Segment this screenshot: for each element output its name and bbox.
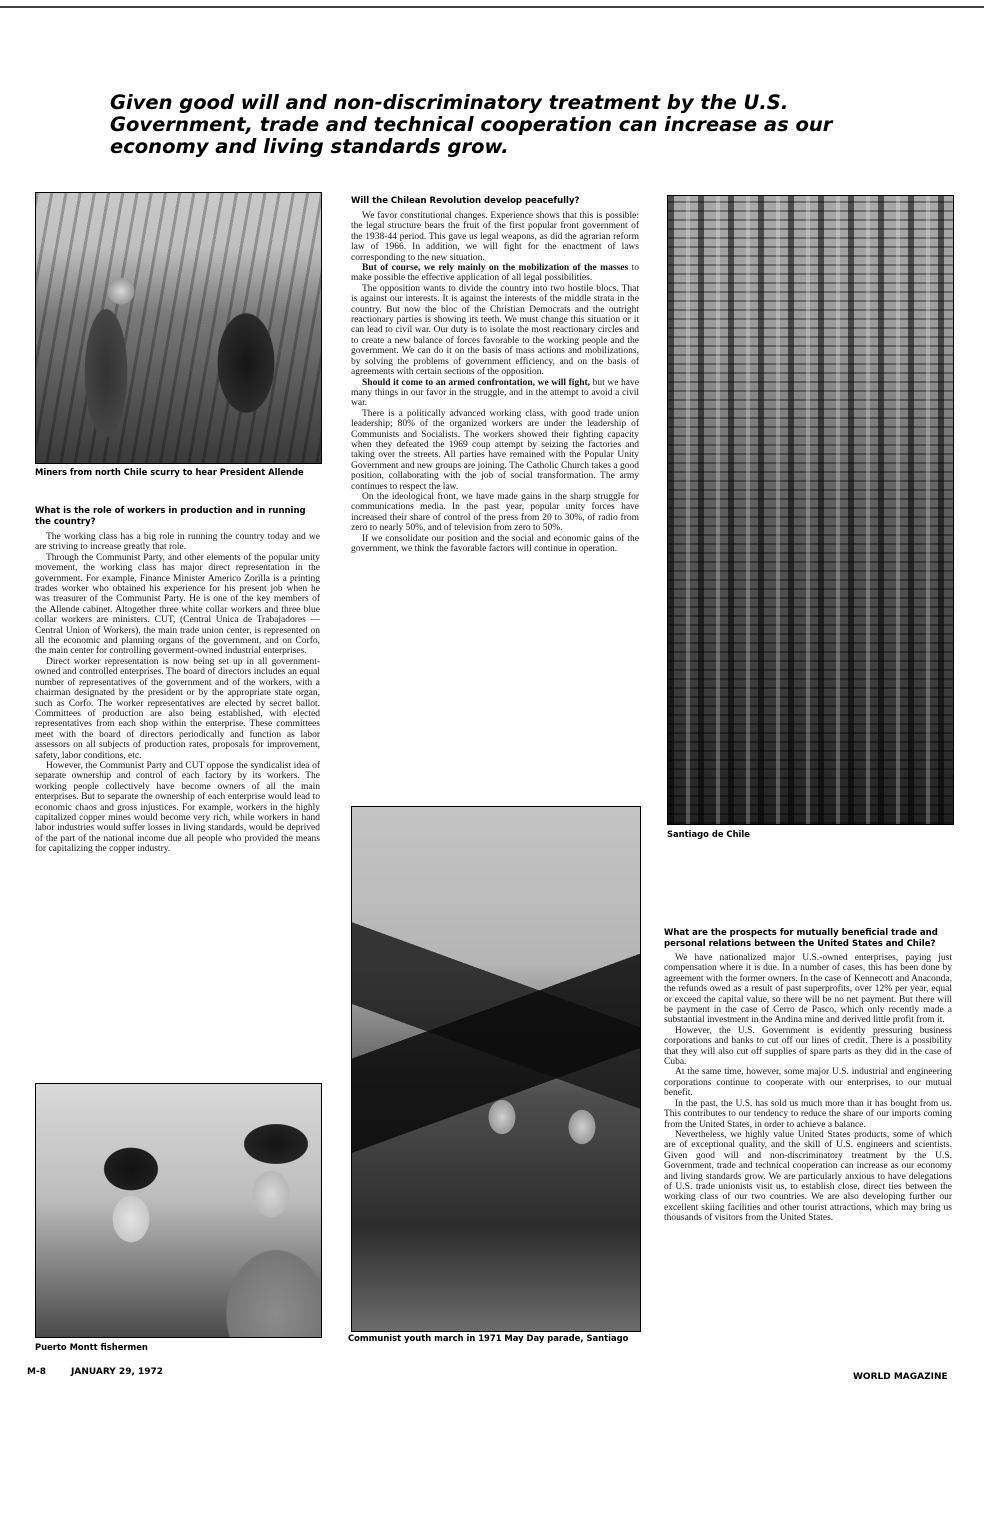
revolution-text: to make possible the effective application of all legal possibilities. bbox=[351, 263, 639, 284]
page-headline: Given good will and non-discriminatory treatment by the U.S. Government, trade and technical cooperation can increase as our economy and living standards grow. bbox=[110, 91, 833, 158]
trade-paragraph: However, the U.S. Government is evidently pressuring business corporations and banks to cut off our lines of credit. There is a possibility that they will also cut off supplies of spare parts as they did in the case of Cuba. bbox=[664, 1025, 952, 1068]
trade-article bbox=[664, 953, 952, 1224]
revolution-bold-lead: But of course, we rely mainly on the mobilization of the masses bbox=[362, 263, 629, 274]
parade-photo bbox=[351, 806, 641, 1332]
magazine-name: WORLD MAGAZINE bbox=[853, 1372, 948, 1382]
workers-heading: What is the role of workers in production and in running the country? bbox=[35, 506, 306, 527]
revolution-bold-lead: Should it come to an armed confrontation, we will fight, bbox=[362, 377, 591, 388]
santiago-photo bbox=[667, 195, 954, 825]
trade-heading: What are the prospects for mutually beneficial trade and personal relations between the United States and Chile? bbox=[664, 928, 938, 949]
revolution-paragraph bbox=[351, 378, 639, 409]
revolution-text: but we have many things in our favor in the struggle, and in the attempt to avoid a civil war. bbox=[351, 377, 639, 409]
miners-caption: Miners from north Chile scurry to hear President Allende bbox=[35, 467, 304, 477]
workers-article bbox=[35, 532, 320, 855]
workers-paragraph: Through the Communist Party, and other elements of the popular unity movement, the working class has major direct representation in the government. For example, Finance Minister Americo Zorilla is a printing trades worker who obtained his experience for his present job when he was treasurer of the Communist Party. He is one of the key members of the Allende cabinet. Altogether three white collar workers and three blue collar workers are ministers. CUT, (Central Unica de Trabajadores — Central Union of Workers), the main trade union center, is represented on all the economic and planning organs of the government, and on Corfo, the main center for controlling goverment-owned industrial enterprises. bbox=[35, 552, 320, 657]
page-number: M-8 bbox=[27, 1367, 46, 1377]
parade-caption: Communist youth march in 1971 May Day parade, Santiago bbox=[348, 1333, 629, 1343]
revolution-paragraph: On the ideological front, we have made gains in the sharp struggle for communications media. In the past year, popular unity forces have increased their share of control of the press from 20 to 30%, of radio from zero to nearly 50%, and of television from zero to 50%. bbox=[351, 491, 639, 534]
revolution-paragraph bbox=[351, 263, 639, 284]
revolution-heading: Will the Chilean Revolution develop peacefully? bbox=[351, 196, 580, 206]
workers-paragraph: However, the Communist Party and CUT oppose the syndicalist idea of separate ownership and control of each factory by its workers. The working people collectively have become owners of all the main enterprises. But to separate the ownership of each enterprise would lead to economic chaos and gross injustices. For example, workers in the highly capitalized copper mines would become very rich, while workers in hand labor industries would suffer losses in living standards, would be deprived of the part of the national income due all people who provided the means for capitalizing the copper industry. bbox=[35, 760, 320, 855]
santiago-caption: Santiago de Chile bbox=[667, 829, 750, 839]
workers-paragraph: The working class has a big role in running the country today and we are striving to increase greatly that role. bbox=[35, 532, 320, 553]
fishermen-caption: Puerto Montt fishermen bbox=[35, 1342, 148, 1352]
trade-paragraph: At the same time, however, some major U.S. industrial and engineering corporations continue to cooperate with our enterprises, to our mutual benefit. bbox=[664, 1067, 952, 1099]
revolution-paragraph: The opposition wants to divide the country into two hostile blocs. That is against our interests. It is against the interests of the middle strata in the country. But now the bloc of the Christian Democrats and the outright reactionary parties is showing its teeth. We must change this situation or it can lead to civil war. Our duty is to isolate the most reactionary circles and to create a new balance of forces favorable to the working people and the government. We can do it on the basis of mass actions and mobilizations, by solving the problems of government efficiency, and on the basis of agreements with certain sections of the opposition. bbox=[351, 283, 639, 378]
issue-date: JANUARY 29, 1972 bbox=[71, 1367, 164, 1377]
trade-paragraph: In the past, the U.S. has sold us much more than it has bought from us. This contributes to our tendency to reduce the share of our imports coming from the United States, in order to achieve a balance. bbox=[664, 1098, 952, 1130]
revolution-paragraph: There is a politically advanced working class, with good trade union leadership; 80% of the organized workers are under the leadership of Communists and Socialists. The workers showed their fighting capacity when they defeated the 1969 coup attempt by seizing the factories and taking over the streets. All parties have remained with the Popular Unity Government and new groups are joining. The Catholic Church takes a good position, collaborating with the job of social transformation. The army continues to respect the law. bbox=[351, 408, 639, 492]
revolution-paragraph: If we consolidate our position and the social and economic gains of the government, we think the favorable factors will continue in operation. bbox=[351, 533, 639, 554]
revolution-paragraph: We favor constitutional changes. Experience shows that this is possible: the legal structure bears the fruit of the first popular front government of the 1938-44 period. This gave us legal weapons, as did the agrarian reform law of 1966. In addition, we will fight for the enactment of laws corresponding to the new situation. bbox=[351, 211, 639, 263]
workers-paragraph: Direct worker representation is now being set up in all government-owned and controlled enterprises. The board of directors includes an equal number of representatives of the government and of the workers, with a chairman designated by the president or by the appropriate state organ, such as Corfo. The worker representatives are elected by secret ballot. Committees of production are also being established, with elected representatives from each shop within the enterprise. These committees meet with the board of directors periodically and function as labor assessors on all subjects of production rates, proposals for improvement, safety, labor conditions, etc. bbox=[35, 656, 320, 761]
miners-photo bbox=[35, 192, 322, 464]
fishermen-photo bbox=[35, 1083, 322, 1338]
top-rule bbox=[0, 6, 984, 8]
trade-paragraph: We have nationalized major U.S.-owned enterprises, paying just compensation where it is due. In a number of cases, this has been done by agreement with the former owners. In the case of Kennecott and Anaconda, the refunds owed as a result of past superprofits, over 12% per year, equal or exceed the capital value, so there will be no net payment. But there will be payment in the case of Cerro de Pasco, which only recently made a substantial investment in the Andina mine and derived little profit from it. bbox=[664, 953, 952, 1026]
revolution-article bbox=[351, 211, 639, 554]
trade-paragraph: Nevertheless, we highly value United States products, some of which are of exceptional quality, and the skill of U.S. engineers and scientists. Given good will and non-discriminatory treatment by the U.S. Government, trade and technical cooperation can increase as our economy and living standards grow. We are particularly anxious to have delegations of U.S. trade unionists visit us, to establish close, direct ties between the working class of our two countries. We are also developing further our excellent skiing facilities and other tourist attractions, which may bring us thousands of visitors from the United States. bbox=[664, 1129, 952, 1224]
